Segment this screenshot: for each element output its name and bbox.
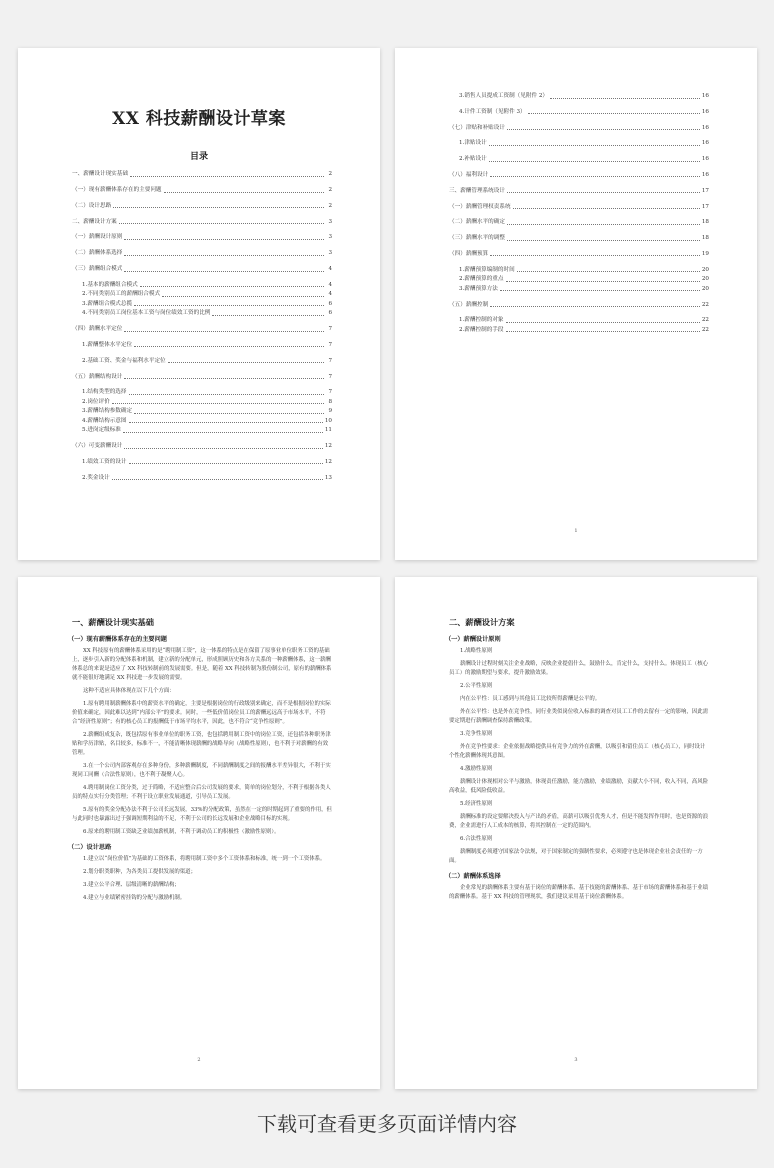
toc-entry-page: 6 <box>328 300 332 307</box>
toc-entry[interactable] <box>72 389 332 396</box>
toc-entry[interactable] <box>72 187 332 194</box>
list-item: 5.经济性原则 <box>460 801 493 807</box>
toc-entry-page: 18 <box>701 235 709 242</box>
toc-entry[interactable] <box>72 443 332 450</box>
subsection-heading: （一）现有薪酬体系存在的主要问题 <box>68 636 167 643</box>
toc-entry-title: （四）薪酬水平定位 <box>72 326 123 333</box>
toc-entry-page: 7 <box>328 357 332 364</box>
subsection-heading: （二）薪酬体系选择 <box>445 873 501 880</box>
toc-entry-page: 2 <box>328 202 332 209</box>
toc-entry-title: 2.不同类别员工的薪酬组合模式 <box>82 291 161 298</box>
toc-entry[interactable] <box>449 267 709 274</box>
toc-entry-page: 18 <box>701 219 709 226</box>
toc-leader-dots <box>490 255 700 256</box>
toc-entry-page: 16 <box>701 108 709 115</box>
document-page-1 <box>18 48 380 560</box>
subsection-heading: （二）设计思路 <box>68 844 112 851</box>
paragraph: 薪酬设计体现相对公平与激励，体现责任激励，能力激励，业绩激励，贡献大小不同，收入不同，高风险高收益，低风险低收益。 <box>449 779 708 794</box>
toc-leader-dots <box>507 192 700 193</box>
toc-leader-dots <box>528 113 700 114</box>
toc-entry[interactable] <box>449 286 709 293</box>
toc-entry-title: 三、薪酬管理系统设计 <box>449 187 505 194</box>
toc-leader-dots <box>490 176 700 177</box>
toc-entry-page: 22 <box>701 326 709 333</box>
toc-entry-page: 19 <box>701 250 709 257</box>
list-item: 4.建立与业绩紧密挂钩的分配与激励机制。 <box>83 895 186 901</box>
toc-leader-dots <box>490 306 700 307</box>
paragraph: 内在公平性：员工感到与其他员工比较所得薪酬是公平的。 <box>460 696 601 702</box>
toc-entry[interactable] <box>72 408 332 415</box>
paragraph: 1.建立以“岗位价值”为基础的工资体系，将聘用制工资中多个工资体系和标准，统一到一个工资体系。 <box>83 856 326 862</box>
toc-entry-title: 4.薪酬结构示意图 <box>82 417 127 424</box>
toc-entry-title: （三）薪酬组合模式 <box>72 266 123 273</box>
list-item: 3.建立公平合理、层级清晰的薪酬结构； <box>83 882 180 888</box>
toc-entry-title: 2.岗位评价 <box>82 398 110 405</box>
toc-leader-dots <box>513 208 700 209</box>
toc-leader-dots <box>489 161 700 162</box>
toc-entry-page: 12 <box>324 443 332 450</box>
paragraph: 2.薪酬组成复杂，既包括原有事业单位的职务工资，也包括聘用制工资中的岗位工资，还包括各种职务津贴和学历津贴，名目较多，标准不一，不能清晰体现薪酬的战略导向（战略性原则），也不利于对薪酬的有效管理。 <box>72 732 331 756</box>
paragraph: 4.聘用制岗位工资分类，过于简略，不适应整合后公司发展的要求，简单的岗位划分，不利于根据各类人员的特点实行分类管理；不利于设立职业发展通道，引导员工发展。 <box>72 785 331 800</box>
toc-entry-title: 1.薪酬控制的对象 <box>459 317 504 324</box>
toc-entry-title: 3.销售人员提成工资制（见附件 2） <box>459 93 548 99</box>
document-page-3 <box>18 577 380 1089</box>
toc-heading: 目录 <box>189 152 208 162</box>
page-number: 2 <box>197 1057 201 1063</box>
toc-entry-title: 1.津贴设计 <box>459 140 487 147</box>
toc-leader-dots <box>500 290 700 291</box>
toc-entry-title: 1.薪酬预算编制的时间 <box>459 266 515 273</box>
toc-entry-title: 2.补贴设计 <box>459 156 487 163</box>
toc-leader-dots <box>124 239 324 240</box>
toc-leader-dots <box>124 378 324 379</box>
toc-entry-title: 2.奖金设计 <box>82 474 110 481</box>
list-item: 1.战略性原则 <box>460 648 493 654</box>
toc-entry[interactable] <box>72 266 332 273</box>
toc-entry-page: 7 <box>328 373 332 380</box>
paragraph: 薪酬设计过程时刻关注企业战略，反映企业提倡什么，鼓励什么，肯定什么，支持什么。体现员工（核心员工）的激励期望与要求，提升激励效果。 <box>449 661 708 676</box>
toc-entry[interactable] <box>72 342 332 349</box>
toc-leader-dots <box>124 271 324 272</box>
toc-entry[interactable] <box>449 93 709 100</box>
toc-entry-title: 1.绩效工资的设计 <box>82 458 127 465</box>
toc-entry-title: （五）薪酬控制 <box>449 301 489 308</box>
toc-entry-page: 8 <box>328 398 332 405</box>
toc-leader-dots <box>168 362 324 363</box>
toc-entry-page: 9 <box>328 408 332 415</box>
list-item: 4.激励性原则 <box>460 766 493 772</box>
toc-leader-dots <box>507 129 700 130</box>
toc-entry-page: 20 <box>701 276 709 283</box>
toc-leader-dots <box>123 432 323 433</box>
list-item: 6.合法性原则 <box>460 836 493 842</box>
toc-leader-dots <box>489 145 700 146</box>
page-body <box>18 577 380 903</box>
toc-entry[interactable] <box>449 156 709 163</box>
toc-entry[interactable] <box>449 109 709 116</box>
toc-entry-page: 3 <box>328 234 332 241</box>
toc-leader-dots <box>506 322 700 323</box>
toc-leader-dots <box>112 479 323 480</box>
toc-entry[interactable] <box>72 291 332 298</box>
toc-leader-dots <box>134 346 324 347</box>
toc-entry-page: 13 <box>324 474 332 481</box>
toc-entry-page: 20 <box>701 266 709 273</box>
toc-entry[interactable] <box>72 427 332 434</box>
toc-entry[interactable] <box>72 282 332 289</box>
toc-entry-title: 2.薪酬控制的手段 <box>459 326 504 333</box>
toc-entry-page: 4 <box>328 266 332 273</box>
toc-entry-page: 16 <box>701 93 709 99</box>
toc-entry-title: 4.计件工资制（见附件 3） <box>459 108 526 115</box>
paragraph: 薪酬标准的设定要解决投入与产出的矛盾，高薪可以吸引优秀人才，但是不能发挥作用时，也是资源的浪费，企业需进行人工成本的核算，将其控制在一定的范围内。 <box>449 814 708 829</box>
toc-entry[interactable] <box>72 475 332 482</box>
toc-entry[interactable] <box>72 374 332 381</box>
toc-leader-dots <box>506 281 700 282</box>
toc-entry-page: 10 <box>324 417 332 424</box>
toc-entry[interactable] <box>72 399 332 406</box>
page-body <box>395 577 757 902</box>
toc-entry-title: （二）薪酬体系选择 <box>72 250 123 257</box>
toc-entry-title: （五）薪酬结构设计 <box>72 373 123 380</box>
toc-entry[interactable] <box>449 219 709 226</box>
toc-entry-title: 5.进岗定级标准 <box>82 427 121 434</box>
toc-entry[interactable] <box>72 250 332 257</box>
paragraph: 外在竞争性要求：企业依据战略提供具有竞争力的外在薪酬，以吸引和留住员工（核心员工），同时设计个性化薪酬体现其意图。 <box>449 744 706 759</box>
toc-entry-page: 20 <box>701 285 709 292</box>
toc-entry[interactable] <box>449 125 709 132</box>
toc-entry-title: 二、薪酬设计方案 <box>72 218 117 225</box>
paragraph: 6.原来的聘用制工资缺乏业绩加薪机制，不利于调动员工的积极性（激励性原则）。 <box>83 829 280 835</box>
toc-entry[interactable] <box>449 204 709 211</box>
toc-entry-page: 3 <box>328 218 332 225</box>
section-heading: 一、薪酬设计现实基础 <box>72 617 154 627</box>
toc-leader-dots <box>506 331 700 332</box>
toc-entry-page: 4 <box>328 281 332 288</box>
toc-entry[interactable] <box>449 140 709 147</box>
toc-entry-title: （三）薪酬水平的调整 <box>449 235 505 242</box>
toc-entry-page: 22 <box>701 317 709 324</box>
paragraph: 外在公平性：也是外在竞争性，同行业类似岗位收入标准的调查对员工工作的去留有一定的影响，因此需要定期进行薪酬调查保持薪酬政策。 <box>449 709 708 724</box>
toc-entry[interactable] <box>72 203 332 210</box>
toc-leader-dots <box>129 463 323 464</box>
toc-entry[interactable] <box>72 171 332 178</box>
toc-entry[interactable] <box>72 219 332 226</box>
toc-entry[interactable] <box>449 327 709 334</box>
toc-leader-dots <box>517 271 700 272</box>
toc-leader-dots <box>507 240 700 241</box>
toc-entry-page: 16 <box>701 140 709 147</box>
toc-entry-page: 4 <box>328 291 332 298</box>
subsection-heading: （一）薪酬设计原则 <box>445 636 501 643</box>
document-page-2 <box>395 48 757 560</box>
toc-entry-page: 11 <box>324 427 332 434</box>
table-of-contents <box>18 171 380 481</box>
toc-entry-page: 17 <box>701 187 709 194</box>
toc-entry[interactable] <box>449 276 709 283</box>
toc-entry-title: 2.薪酬预算的重点 <box>459 276 504 283</box>
paragraph: 这种不适应具体体现在以下几个方面： <box>83 688 175 694</box>
document-page-4 <box>395 577 757 1089</box>
paragraph: 5.原有的奖金分配办法不利于公司长远发展，33%的分配政策，虽然在一定的时期起到了重要的作用，但与此同时也暴露出过于强调短期利益的不足，不利于公司的长远发展和企业战略目标的实现。 <box>72 807 332 822</box>
toc-entry[interactable] <box>72 310 332 317</box>
toc-entry-page: 22 <box>701 301 709 308</box>
toc-entry-page: 6 <box>328 310 332 317</box>
toc-entry-title: 1.薪酬整体水平定位 <box>82 341 133 348</box>
toc-entry-page: 16 <box>701 156 709 163</box>
toc-entry-title: （七）津贴和补贴设计 <box>449 124 505 131</box>
toc-entry-page: 16 <box>701 171 709 178</box>
paragraph: 3.在一个公司内部客观存在多种身份，多种薪酬制度，不同薪酬制度之间的报酬水平差异很大，不利于实现同工同酬（合法性原则），也不利于凝聚人心。 <box>72 763 331 778</box>
toc-leader-dots <box>129 422 323 423</box>
toc-leader-dots <box>507 224 700 225</box>
toc-entry-title: （一）薪酬设计原则 <box>72 234 123 241</box>
toc-leader-dots <box>129 394 325 395</box>
toc-entry[interactable] <box>72 234 332 241</box>
toc-entry[interactable] <box>72 418 332 425</box>
toc-entry-title: 3.薪酬组合模式总揽 <box>82 300 133 307</box>
toc-entry-page: 2 <box>328 171 332 178</box>
toc-leader-dots <box>212 315 324 316</box>
toc-entry-title: （六）可变薪酬设计 <box>72 443 123 450</box>
toc-entry[interactable] <box>449 172 709 179</box>
toc-leader-dots <box>550 98 700 99</box>
list-item: 3.竞争性原则 <box>460 731 493 737</box>
toc-leader-dots <box>164 192 324 193</box>
toc-leader-dots <box>162 296 324 297</box>
toc-entry-title: 1.基本的薪酬组合模式 <box>82 281 138 288</box>
toc-entry-page: 3 <box>328 250 332 257</box>
toc-leader-dots <box>119 223 324 224</box>
toc-entry-title: （二）薪酬水平的确定 <box>449 219 505 226</box>
toc-entry-title: （一）薪酬管理权责系统 <box>449 203 511 210</box>
toc-entry-page: 7 <box>328 341 332 348</box>
toc-leader-dots <box>113 207 324 208</box>
download-more-note: 下载可查看更多页面详情内容 <box>257 1112 517 1136</box>
toc-entry-page: 7 <box>328 326 332 333</box>
paragraph: 薪酬制度必须遵守国家法令法规，对于国家制定的强制性要求，必须遵守也是体现企业社会责任的一方面。 <box>449 849 703 864</box>
toc-entry-title: （二）设计思路 <box>72 202 112 209</box>
toc-entry-page: 12 <box>324 458 332 465</box>
table-of-contents-continued <box>395 48 757 333</box>
paragraph: 1.原有聘用制薪酬体系中的薪资水平的确定，主要是根据岗位的行政级别来确定，而不是根据岗位的实际价值来确定，因此难以达到“内部公平”的要求。同时，一些低价值岗位员工的薪酬远远高于市场水平，不符合“经济性原则”；有的核心员工的报酬低于市场平均水平，因此，也不符合“竞争性原则”。 <box>72 701 331 725</box>
toc-entry[interactable] <box>72 301 332 308</box>
toc-entry[interactable] <box>449 235 709 242</box>
toc-entry[interactable] <box>449 188 709 195</box>
toc-entry[interactable] <box>449 317 709 324</box>
list-item: 2.划分职类职种，为各类员工提供发展的渠道； <box>83 869 196 875</box>
page-number: 3 <box>574 1057 578 1063</box>
toc-entry-title: 1.结构类型的选择 <box>82 389 127 396</box>
toc-entry-title: 2.基础工资、奖金与福利水平定位 <box>82 357 166 364</box>
toc-entry-title: 3.薪酬预算方法 <box>459 285 498 292</box>
toc-leader-dots <box>124 255 324 256</box>
toc-entry-page: 16 <box>701 124 709 131</box>
toc-leader-dots <box>124 448 323 449</box>
toc-leader-dots <box>112 403 324 404</box>
toc-entry-title: 一、薪酬设计现实基础 <box>72 171 128 178</box>
toc-leader-dots <box>134 413 324 414</box>
toc-entry-page: 7 <box>328 389 332 396</box>
toc-entry[interactable] <box>72 326 332 333</box>
toc-entry-title: 3.薪酬结构参数确定 <box>82 408 133 415</box>
toc-entry[interactable] <box>72 358 332 365</box>
section-heading: 二、薪酬设计方案 <box>449 617 515 627</box>
list-item: 2.公平性原则 <box>460 683 493 689</box>
toc-entry-page: 17 <box>701 203 709 210</box>
toc-entry[interactable] <box>449 302 709 309</box>
paragraph: XX 科技原有的薪酬体系采用的是“聘用制工资”，这一体系的特点是在保留了原事业单位职务工资的基础上，逐步引入新的分配体系和机制，建立新的分配单元，形成照顾历史和各方关系的一种薪酬体系，这一薪酬体系总的来说是适应了 XX 科技转制前的发展需要。但是，随着 XX 科技转制为股份制公司，原有的薪酬体系就不能很好地满足 XX 科技进一步发展的需要。 <box>72 648 332 681</box>
toc-leader-dots <box>130 176 324 177</box>
toc-leader-dots <box>140 286 324 287</box>
toc-entry-title: （八）福利设计 <box>449 171 489 178</box>
document-title: XX 科技薪酬设计草案 <box>112 109 286 129</box>
toc-entry-title: 4.不同类别员工岗位基本工资与岗位绩效工资的比例 <box>82 310 211 317</box>
toc-entry-page: 2 <box>328 187 332 194</box>
toc-entry[interactable] <box>449 251 709 258</box>
toc-leader-dots <box>134 305 324 306</box>
toc-entry-title: （一）现有薪酬体系存在的主要问题 <box>72 187 162 194</box>
toc-entry[interactable] <box>72 459 332 466</box>
page-number: 1 <box>574 528 578 534</box>
paragraph: 企业常见的薪酬体系主要有基于岗位的薪酬体系、基于技能的薪酬体系、基于市场的薪酬体系和基于业绩的薪酬体系。基于 XX 科技的管理现状，我们建议采用基于岗位薪酬体系。 <box>449 885 708 900</box>
toc-leader-dots <box>124 331 324 332</box>
toc-entry-title: （四）薪酬预算 <box>449 250 489 257</box>
